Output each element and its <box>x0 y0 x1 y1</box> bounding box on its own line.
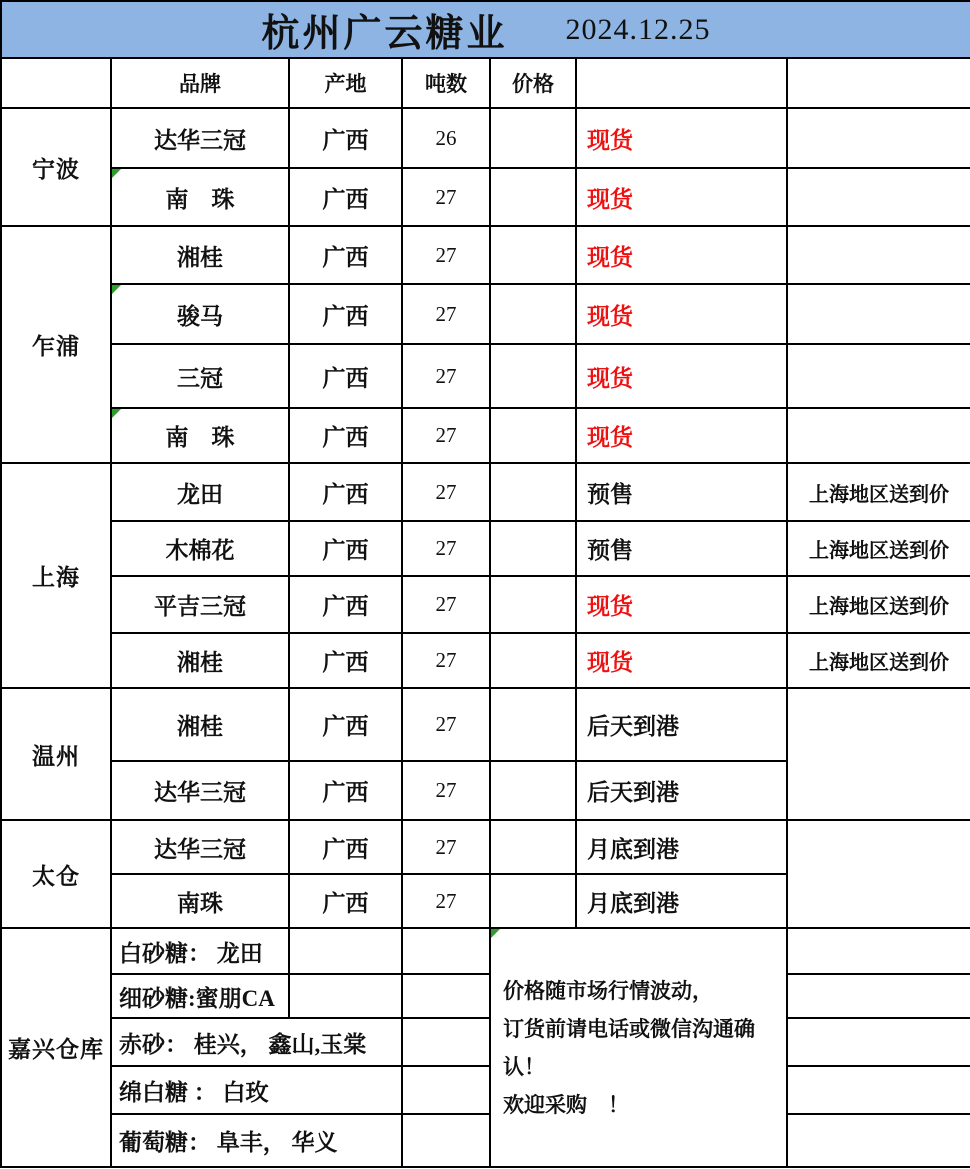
cell-empty <box>289 974 402 1018</box>
cell-price <box>490 408 576 463</box>
cell-origin: 广西 <box>289 108 402 168</box>
cell-origin: 广西 <box>289 633 402 688</box>
cell-price <box>490 633 576 688</box>
cell-price <box>490 226 576 284</box>
header-brand: 品牌 <box>111 58 289 108</box>
title-row <box>1 1 970 58</box>
cell-brand <box>111 284 289 344</box>
cell-brand: 湘桂 <box>111 633 289 688</box>
cell-origin: 广西 <box>289 576 402 633</box>
cell-origin: 广西 <box>289 874 402 928</box>
cell-brand: 平吉三冠 <box>111 576 289 633</box>
cell-empty <box>787 928 970 974</box>
cell-tons: 26 <box>402 108 490 168</box>
header-location <box>1 58 111 108</box>
table-row <box>1 168 970 226</box>
cell-price <box>490 874 576 928</box>
cell-origin: 广西 <box>289 226 402 284</box>
cell-empty <box>787 1018 970 1066</box>
cell-origin: 广西 <box>289 284 402 344</box>
cell-tons: 27 <box>402 576 490 633</box>
cell-price <box>490 463 576 521</box>
cell-price <box>490 521 576 576</box>
notice-line: 价格随市场行情波动， <box>503 978 713 1003</box>
cell-tons: 27 <box>402 633 490 688</box>
cell-note-merged <box>787 688 970 820</box>
cell-empty <box>787 1066 970 1114</box>
table-row <box>1 1066 970 1114</box>
cell-origin: 广西 <box>289 463 402 521</box>
cell-status: 现货 <box>576 633 787 688</box>
cell-tons: 27 <box>402 820 490 874</box>
cell-brand: 湘桂 <box>111 688 289 761</box>
table-row <box>1 633 970 688</box>
cell-note <box>787 108 970 168</box>
cell-brand: 木棉花 <box>111 521 289 576</box>
cell-note: 上海地区送到价 <box>787 521 970 576</box>
notice-line: 订货前请电话或微信沟通确认！ <box>503 1016 755 1079</box>
cell-location: 乍浦 <box>1 226 111 463</box>
cell-brand: 龙田 <box>111 463 289 521</box>
cell-note <box>787 168 970 226</box>
cell-location: 温州 <box>1 688 111 820</box>
cell-note-merged <box>787 820 970 928</box>
green-corner-marker <box>112 285 121 294</box>
cell-tons: 27 <box>402 521 490 576</box>
cell-empty <box>787 974 970 1018</box>
cell-status: 现货 <box>576 344 787 408</box>
table-row <box>1 226 970 284</box>
cell-status: 月底到港 <box>576 820 787 874</box>
brand-label: 南 珠 <box>165 425 235 450</box>
warehouse-item-cell: 赤砂： 桂兴， 鑫山,玉棠 <box>111 1018 402 1066</box>
cell-status: 月底到港 <box>576 874 787 928</box>
cell-location: 太仓 <box>1 820 111 928</box>
cell-brand: 南珠 <box>111 874 289 928</box>
cell-status: 现货 <box>576 168 787 226</box>
cell-empty <box>402 1114 490 1167</box>
cell-empty <box>402 1066 490 1114</box>
green-corner-marker <box>112 409 121 418</box>
cell-status: 后天到港 <box>576 761 787 820</box>
cell-origin: 广西 <box>289 521 402 576</box>
cell-origin: 广西 <box>289 688 402 761</box>
header-note <box>787 58 970 108</box>
page-title: 杭州广云糖业 <box>261 13 508 55</box>
cell-tons: 27 <box>402 226 490 284</box>
table-row <box>1 1114 970 1167</box>
cell-status: 现货 <box>576 408 787 463</box>
cell-empty <box>402 1018 490 1066</box>
cell-status: 后天到港 <box>576 688 787 761</box>
cell-empty <box>787 1114 970 1167</box>
cell-origin: 广西 <box>289 408 402 463</box>
cell-location: 嘉兴仓库 <box>1 928 111 1167</box>
table-row <box>1 974 970 1018</box>
cell-tons: 27 <box>402 874 490 928</box>
warehouse-item-cell: 细砂糖:蜜朋CA <box>111 974 289 1018</box>
header-row <box>1 58 970 108</box>
cell-origin: 广西 <box>289 820 402 874</box>
table-row <box>1 820 970 874</box>
cell-status: 现货 <box>576 576 787 633</box>
cell-price <box>490 344 576 408</box>
cell-tons: 27 <box>402 761 490 820</box>
header-status <box>576 58 787 108</box>
warehouse-item-cell: 绵白糖 ： 白玫 <box>111 1066 402 1114</box>
cell-brand: 达华三冠 <box>111 108 289 168</box>
cell-brand: 达华三冠 <box>111 761 289 820</box>
table-row <box>1 521 970 576</box>
notice-cell <box>490 928 787 1167</box>
cell-note: 上海地区送到价 <box>787 633 970 688</box>
cell-note <box>787 284 970 344</box>
table-row <box>1 1018 970 1066</box>
cell-status: 现货 <box>576 108 787 168</box>
cell-note: 上海地区送到价 <box>787 576 970 633</box>
green-corner-marker <box>491 929 500 938</box>
cell-status: 现货 <box>576 284 787 344</box>
table-row <box>1 463 970 521</box>
table-row <box>1 576 970 633</box>
cell-location: 上海 <box>1 463 111 688</box>
cell-note: 上海地区送到价 <box>787 463 970 521</box>
cell-origin: 广西 <box>289 168 402 226</box>
cell-empty <box>402 928 490 974</box>
header-origin: 产地 <box>289 58 402 108</box>
brand-label: 南 珠 <box>165 186 235 212</box>
brand-label: 骏马 <box>177 303 223 329</box>
cell-brand: 达华三冠 <box>111 820 289 874</box>
cell-price <box>490 688 576 761</box>
table-row <box>1 688 970 761</box>
report-date: 2024.12.25 <box>565 12 711 46</box>
cell-status: 现货 <box>576 226 787 284</box>
table-row <box>1 928 970 974</box>
cell-tons: 27 <box>402 463 490 521</box>
cell-price <box>490 820 576 874</box>
cell-price <box>490 576 576 633</box>
cell-origin: 广西 <box>289 344 402 408</box>
cell-tons: 27 <box>402 344 490 408</box>
cell-brand: 三冠 <box>111 344 289 408</box>
warehouse-item-cell: 葡萄糖： 阜丰， 华义 <box>111 1114 402 1167</box>
cell-note <box>787 408 970 463</box>
cell-tons: 27 <box>402 688 490 761</box>
cell-brand <box>111 168 289 226</box>
table-row <box>1 344 970 408</box>
table-row <box>1 108 970 168</box>
cell-tons: 27 <box>402 284 490 344</box>
cell-tons: 27 <box>402 408 490 463</box>
cell-price <box>490 168 576 226</box>
cell-note <box>787 226 970 284</box>
table-row <box>1 408 970 463</box>
cell-tons: 27 <box>402 168 490 226</box>
cell-status: 预售 <box>576 521 787 576</box>
cell-brand: 湘桂 <box>111 226 289 284</box>
cell-brand <box>111 408 289 463</box>
header-tons: 吨数 <box>402 58 490 108</box>
cell-location: 宁波 <box>1 108 111 226</box>
cell-price <box>490 284 576 344</box>
green-corner-marker <box>112 169 121 178</box>
title-bar-cell <box>1 1 970 58</box>
cell-empty <box>402 974 490 1018</box>
cell-origin: 广西 <box>289 761 402 820</box>
cell-note <box>787 344 970 408</box>
notice-line: 欢迎采购 ！ <box>503 1092 629 1117</box>
warehouse-item-cell: 白砂糖： 龙田 <box>111 928 289 974</box>
cell-status: 预售 <box>576 463 787 521</box>
header-price: 价格 <box>490 58 576 108</box>
table-row <box>1 284 970 344</box>
cell-price <box>490 761 576 820</box>
cell-price <box>490 108 576 168</box>
cell-empty <box>289 928 402 974</box>
